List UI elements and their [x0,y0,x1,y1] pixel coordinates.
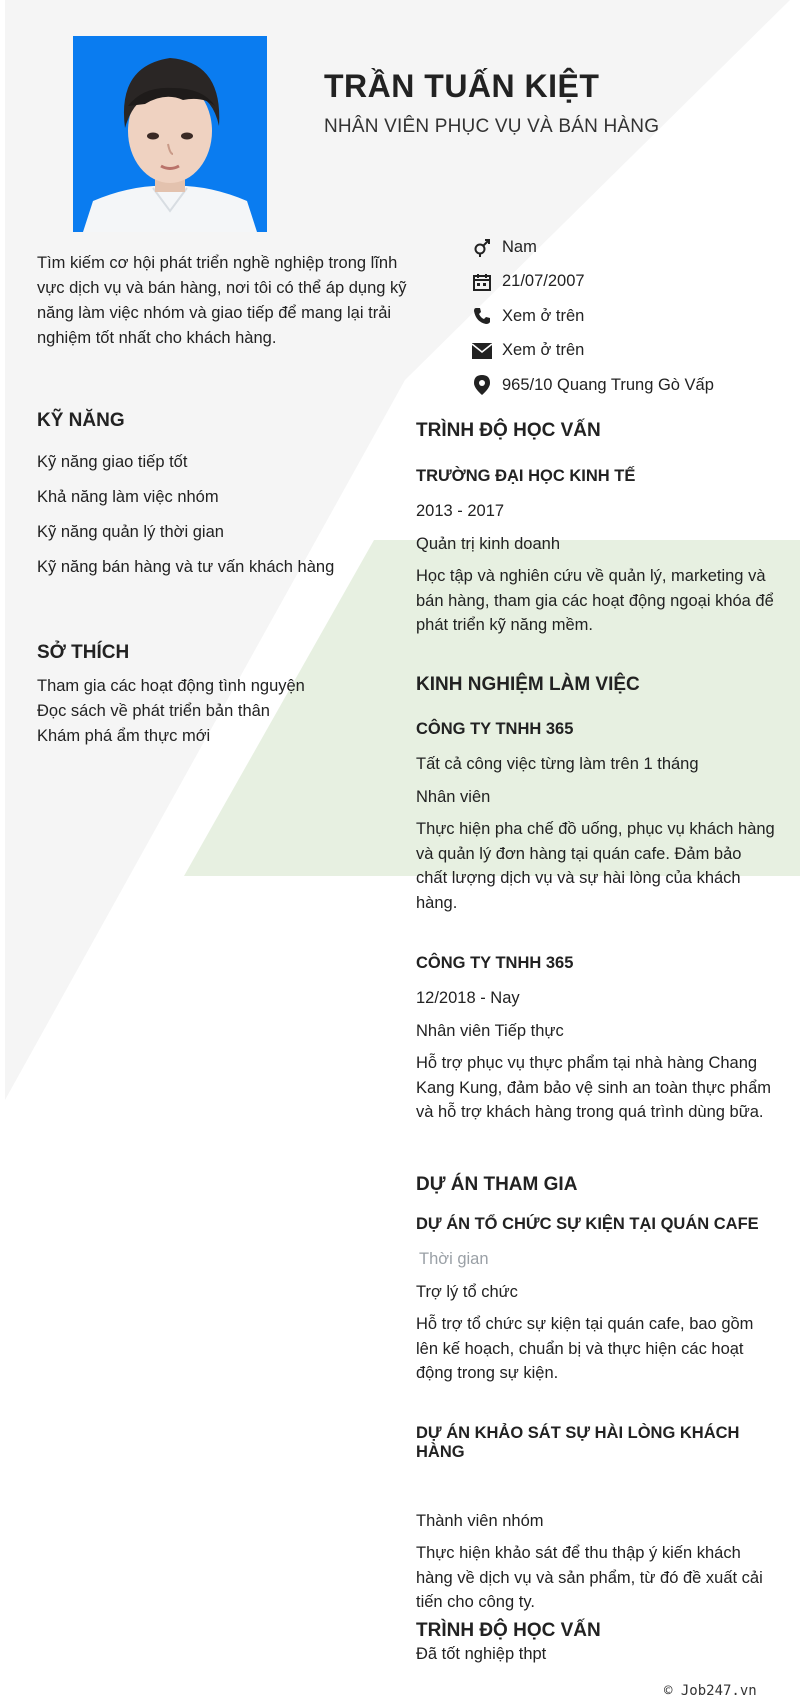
education-description: Học tập và nghiên cứu về quản lý, marketing và bán hàng, tham gia các hoạt động ngoại khóa để phát triển kỹ năng mềm. [416,567,774,634]
experience-period: Tất cả công việc từng làm trên 1 tháng [416,755,699,773]
project-role: Thành viên nhóm [416,1512,544,1530]
experience-entry [416,954,776,1125]
hobby-item: Tham gia các hoạt động tình nguyện [37,677,305,695]
hobbies-list [37,674,337,749]
contact-address-value: 965/10 Quang Trung Gò Vấp [502,375,714,394]
education-period: 2013 - 2017 [416,502,505,520]
hobbies-heading: SỞ THÍCH [37,642,130,663]
contact-phone-value: Xem ở trên [502,306,585,325]
education-major: Quản trị kinh doanh [416,535,561,553]
calendar-icon [472,272,492,292]
project-description: Thực hiện khảo sát để thu thập ý kiến khách hàng về dịch vụ và sản phẩm, từ đó đề xuất cải tiến cho công ty. [416,1544,763,1611]
education-heading-2: TRÌNH ĐỘ HỌC VẤN [416,1620,601,1641]
skill-item: Khả năng làm việc nhóm [37,488,219,506]
skill-item: Kỹ năng bán hàng và tư vấn khách hàng [37,558,335,576]
hobby-item: Đọc sách về phát triển bản thân [37,702,270,720]
contact-info [472,230,792,403]
profile-photo [73,36,267,232]
experience-description: Hỗ trợ phục vụ thực phẩm tại nhà hàng Chang Kang Kung, đảm bảo vệ sinh an toàn thực phẩm và hỗ trợ khách hàng trong quá trình dùng bữa. [416,1054,772,1121]
hobby-item: Khám phá ẩm thực mới [37,727,211,745]
projects-heading: DỰ ÁN THAM GIA [416,1174,578,1195]
skill-item: Kỹ năng quản lý thời gian [37,523,224,541]
contact-gender [472,230,792,265]
experience-period: 12/2018 - Nay [416,989,520,1007]
location-icon [472,375,492,395]
contact-address [472,368,792,403]
gender-icon [472,237,492,257]
candidate-title: NHÂN VIÊN PHỤC VỤ VÀ BÁN HÀNG [324,116,660,137]
footer-credit: © Job247.vn [664,1683,757,1699]
education-entry [416,467,776,638]
skill-item: Kỹ năng giao tiếp tốt [37,453,188,471]
project-description: Hỗ trợ tổ chức sự kiện tại quán cafe, bao gồm lên kế hoạch, chuẩn bị và thực hiện các hoạt động trong sự kiện. [416,1315,754,1382]
experience-role: Nhân viên [416,788,491,806]
career-summary: Tìm kiếm cơ hội phát triển nghề nghiệp trong lĩnh vực dịch vụ và bán hàng, nơi tôi có thể áp dụng kỹ năng làm việc nhóm và giao tiếp để mang lại trải nghiệm tốt nhất cho khách hàng. [37,254,407,347]
school-name: TRƯỜNG ĐẠI HỌC KINH TẾ [416,467,636,485]
contact-gender-value: Nam [502,237,537,256]
experience-entry [416,720,776,915]
experience-heading: KINH NGHIỆM LÀM VIỆC [416,674,640,695]
candidate-name: TRẦN TUẤN KIỆT [324,68,600,104]
contact-email [472,334,792,369]
experience-description: Thực hiện pha chế đồ uống, phục vụ khách hàng và quản lý đơn hàng tại quán cafe. Đảm bảo chất lượng dịch vụ và sự hài lòng của khách hàng. [416,820,775,912]
project-name: DỰ ÁN KHẢO SÁT SỰ HÀI LÒNG KHÁCH HÀNG [416,1424,740,1461]
skills-list [37,450,337,580]
company-name: CÔNG TY TNHH 365 [416,954,574,972]
education-heading: TRÌNH ĐỘ HỌC VẤN [416,420,601,441]
skills-heading: KỸ NĂNG [37,410,125,431]
project-entry [416,1215,776,1386]
company-name: CÔNG TY TNHH 365 [416,720,574,738]
project-time: Thời gian [419,1250,489,1268]
experience-role: Nhân viên Tiếp thực [416,1022,564,1040]
contact-birthday-value: 21/07/2007 [502,272,585,291]
contact-birthday [472,265,792,300]
contact-email-value: Xem ở trên [502,341,585,360]
education-note: Đã tốt nghiệp thpt [416,1645,547,1663]
project-name: DỰ ÁN TỔ CHỨC SỰ KIỆN TẠI QUÁN CAFE [416,1215,759,1233]
project-entry [416,1424,776,1615]
phone-icon [472,306,492,326]
contact-phone [472,299,792,334]
email-icon [472,341,492,361]
project-role: Trợ lý tổ chức [416,1283,518,1301]
